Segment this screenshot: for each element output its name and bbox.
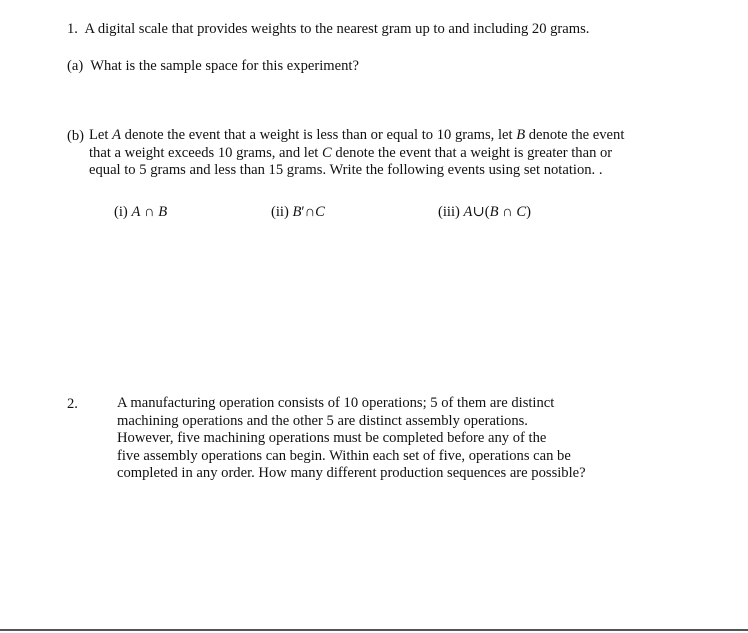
set-item-i: (i) A ∩ B (114, 204, 168, 220)
q2-line: However, five machining operations must be completed before any of the (117, 430, 547, 446)
q1-part-b-text (89, 127, 624, 180)
q2-number: 2. (67, 396, 78, 412)
q2-line: five assembly operations can begin. Within each set of five, operations can be (117, 447, 571, 464)
math-variable: B (292, 204, 302, 220)
set-item-ii: (ii) B′∩C (271, 204, 325, 220)
q1-part-b-label: (b) (67, 128, 85, 144)
q1-part-b-line: that a weight exceeds 10 grams, and let C denote the event that a weight is greater than or (89, 144, 613, 161)
q2-text (117, 395, 586, 483)
q1-part-a-label: (a) (67, 58, 84, 74)
q1-prompt: A digital scale that provides weights to the nearest gram up to and including 20 grams. (84, 21, 590, 37)
q2-line: A manufacturing operation consists of 10 operations; 5 of them are distinct (117, 395, 555, 411)
q1-part-b-line: Let A denote the event that a weight is less than or equal to 10 grams, let B denote the event (89, 127, 625, 143)
math-variable: B (516, 127, 526, 143)
q1-number: 1. (67, 21, 78, 37)
q1-part-b-line: equal to 5 grams and less than 15 grams. Write the following events using set notation. . (89, 162, 603, 178)
math-variable: B (158, 204, 168, 220)
math-variable: B (489, 204, 499, 220)
math-variable: C (516, 204, 527, 220)
math-variable: A (463, 204, 473, 220)
math-variable: C (315, 204, 325, 220)
math-variable: A (112, 127, 122, 143)
q2-line: completed in any order. How many different production sequences are possible? (117, 465, 586, 481)
q1-part-a (67, 57, 359, 75)
q1-prompt-line (67, 20, 589, 38)
set-item-iii: (iii) A∪(B ∩ C) (438, 204, 531, 220)
q1-part-a-text: What is the sample space for this experiment? (90, 58, 359, 74)
page-bottom-rule (0, 629, 748, 631)
q2-line: machining operations and the other 5 are distinct assembly operations. (117, 412, 528, 429)
math-variable: A (131, 204, 141, 220)
math-variable: C (322, 144, 332, 161)
